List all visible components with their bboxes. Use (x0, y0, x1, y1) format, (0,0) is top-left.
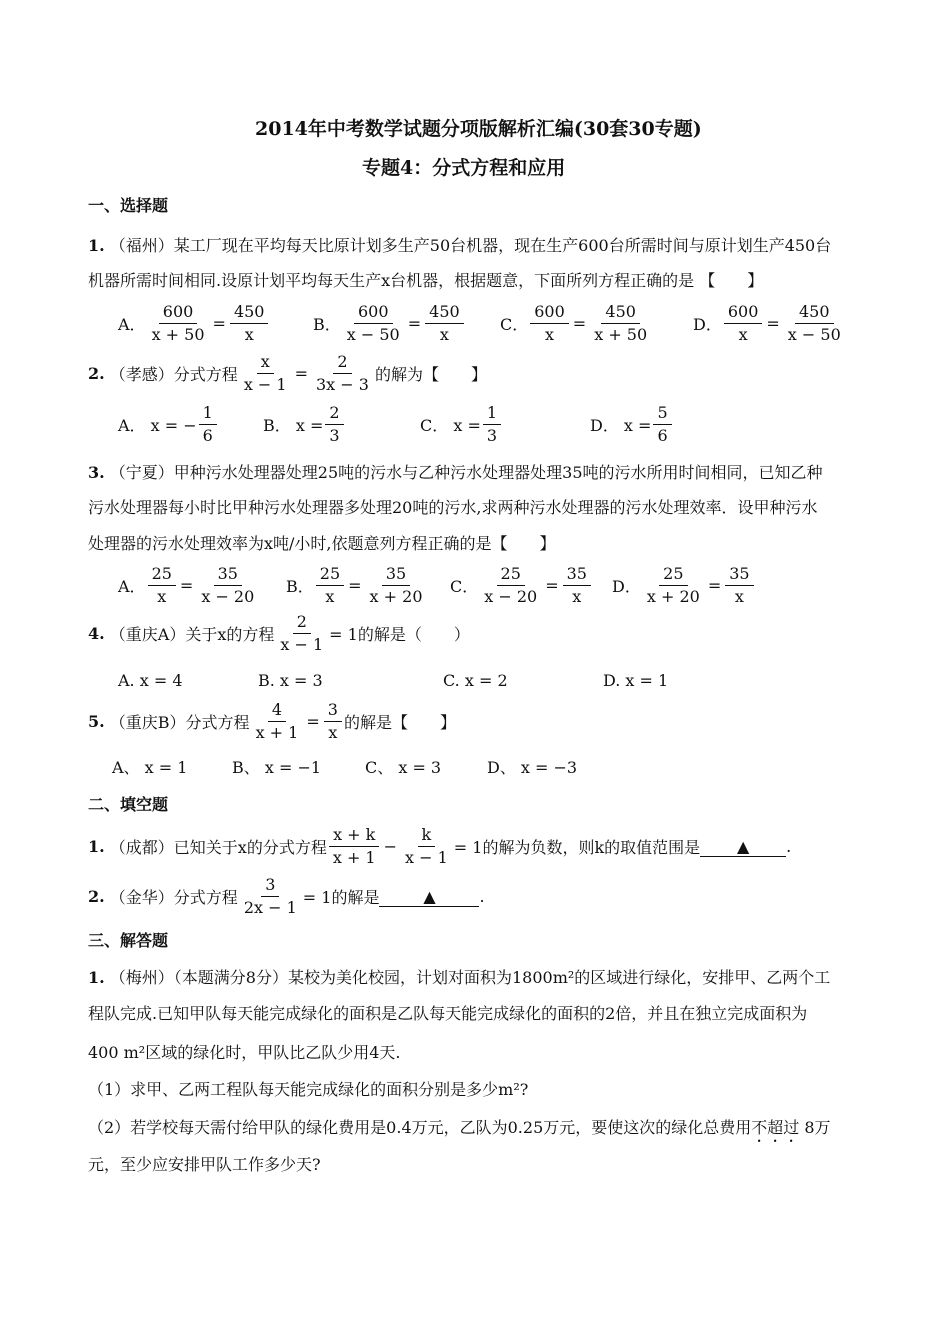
q2-stem: 2. （孝感）分式方程 $\frac{x}{x - 1}$ = $\frac{2}{3x - 3}$ 的解为【 】 (88, 352, 487, 394)
f2-answer-blank: ▲ (379, 887, 479, 907)
f1-stem: 1. （成都）已知关于x的分式方程 $\frac{x + k}{x + 1}$ − $\frac{k}{x - 1}$ = 1的解为负数，则k的取值范围是 ▲ . (88, 825, 792, 867)
q3-option-d: D． $\frac{25}{x + 20}$ = $\frac{35}{x}$ (612, 566, 756, 606)
q1-option-d: D． $\frac{600}{x}$ = $\frac{450}{x - 50}$ (693, 302, 841, 344)
q3-line3: 处理器的污水处理效率为x吨/小时,依题意列方程正确的是【 】 (88, 534, 556, 553)
q4-option-d: D. x = 1 (603, 671, 669, 690)
section-choice: 一、选择题 (88, 196, 169, 215)
q1-option-c: C． $\frac{600}{x}$ = $\frac{450}{x + 50}$ (500, 302, 648, 344)
q4-stem: 4. （重庆A）关于x的方程 $\frac{2}{x - 1}$ = 1的解是（ ） (88, 612, 470, 654)
q1-text1: （福州）某工厂现在平均每天比原计划多生产50台机器，现在生产600台所需时间与原计划生产450台 (109, 236, 832, 255)
a1-part1: （1）求甲、乙两工程队每天能完成绿化的面积分别是多少m²? (88, 1080, 529, 1099)
q3-option-c: C． $\frac{25}{x - 20}$ = $\frac{35}{x}$ (450, 566, 593, 606)
q3-line1: 3. （宁夏）甲种污水处理器处理25吨的污水与乙种污水处理器处理35吨的污水所用时间相同，已知乙种 (88, 463, 823, 482)
q2-option-a: A． x = − $\frac{1}{6}$ (118, 405, 219, 445)
q1-line2: 机器所需时间相同.设原计划平均每天生产x台机器，根据题意，下面所列方程正确的是 【 】 (88, 271, 764, 290)
q2-option-d: D． x = $\frac{5}{6}$ (590, 405, 674, 445)
a1-line3: 400 m²区域的绿化时，甲队比乙队少用4天. (88, 1043, 401, 1062)
a1-part2: （2）若学校每天需付给甲队的绿化费用是0.4万元，乙队为0.25万元，要使这次的绿化总费用不超过 8万 (88, 1118, 831, 1137)
section-solve: 三、解答题 (88, 931, 169, 950)
q2-option-c: C． x = $\frac{1}{3}$ (420, 405, 503, 445)
section-fill: 二、填空题 (88, 795, 169, 814)
f2-stem: 2. （金华）分式方程 $\frac{3}{2x - 1}$ = 1的解是 ▲ . (88, 875, 485, 917)
q3-option-b: B． $\frac{25}{x}$ = $\frac{35}{x + 20}$ (286, 564, 423, 606)
q2-option-b: B． x = $\frac{2}{3}$ (263, 405, 346, 445)
q5-option-c: C、 x = 3 (365, 758, 442, 777)
doc-title: 2014年中考数学试题分项版解析汇编(30套30专题) (255, 118, 702, 140)
q3-option-a: A． $\frac{25}{x}$ = $\frac{35}{x - 20}$ (118, 564, 255, 606)
q5-option-a: A、 x = 1 (112, 758, 188, 777)
q3-line2: 污水处理器每小时比甲种污水处理器多处理20吨的污水,求两种污水处理器的污水处理效率．设甲种污水 (88, 498, 818, 517)
a1-part2-cont: 元，至少应安排甲队工作多少天? (88, 1155, 321, 1174)
doc-subtitle: 专题4：分式方程和应用 (362, 157, 566, 179)
a1-line2: 程队完成.已知甲队每天能完成绿化的面积是乙队每天能完成绿化的面积的2倍，并且在独立完成面积为 (88, 1004, 808, 1023)
q1-number: 1. (88, 236, 105, 255)
q1-line1 (88, 238, 831, 254)
q1-option-a: A． $\frac{600}{x + 50}$ = $\frac{450}{x}$ (118, 304, 270, 344)
q4-option-c: C. x = 2 (443, 671, 508, 690)
q1-option-b: B． $\frac{600}{x - 50}$ = $\frac{450}{x}$ (313, 304, 466, 344)
q4-option-a: A. x = 4 (118, 671, 183, 690)
q5-option-b: B、 x = −1 (232, 758, 322, 777)
f1-answer-blank: ▲ (700, 837, 786, 857)
q5-option-d: D、 x = −3 (487, 758, 578, 777)
a1-line1: 1. （梅州）（本题满分8分）某校为美化校园，计划对面积为1800m²的区域进行绿化，安排甲、乙两个工 (88, 968, 831, 987)
q4-option-b: B. x = 3 (258, 671, 323, 690)
q5-stem: 5. （重庆B）分式方程 $\frac{4}{x + 1}$ = $\frac{3}{x}$ 的解是【 】 (88, 700, 456, 742)
